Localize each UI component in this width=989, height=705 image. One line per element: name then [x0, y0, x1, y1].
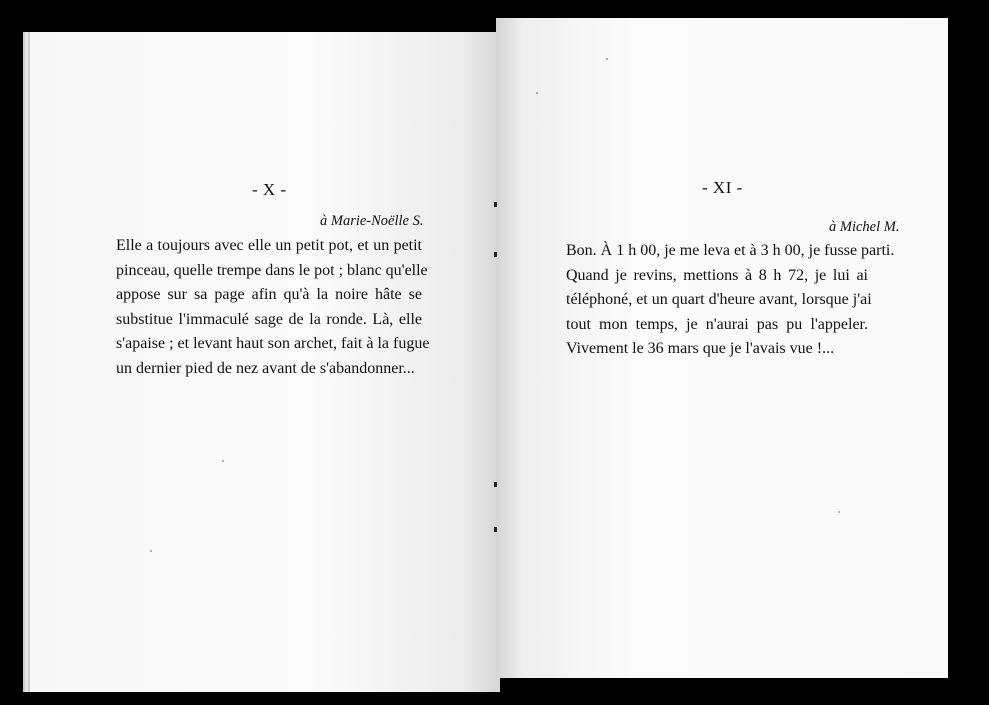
spine-staple	[494, 252, 497, 257]
dedication: à Marie-Noëlle S.	[320, 213, 424, 229]
chapter-title: - X -	[252, 180, 287, 199]
text-line: Bon. À 1 h 00, je me leva et à 3 h 00, je fusse parti.	[566, 242, 895, 259]
spine-staple	[494, 527, 497, 532]
left-page	[30, 32, 500, 692]
spine-staple	[494, 482, 497, 487]
text-line: Elle a toujours avec elle un petit pot, et un petit	[116, 237, 422, 254]
text-line: s'apaise ; et levant haut son archet, fait à la fugue	[116, 335, 430, 352]
speck	[222, 460, 224, 462]
poem-text	[566, 239, 895, 362]
text-line: un dernier pied de nez avant de s'abandonner...	[116, 359, 415, 377]
text-line: pinceau, quelle trempe dans le pot ; blanc qu'elle	[116, 261, 428, 279]
text-line: Vivement le 36 mars que je l'avais vue !...	[566, 340, 835, 357]
speck	[150, 550, 152, 552]
text-line: Quand je revins, mettions à 8 h 72, je lui ai	[566, 266, 868, 284]
speck	[838, 511, 840, 513]
chapter-title: - XI -	[702, 178, 743, 197]
poem-text	[116, 234, 430, 381]
text-line: tout mon temps, je n'aurai pas pu l'appeler.	[566, 315, 868, 333]
dedication: à Michel M.	[829, 219, 900, 235]
right-page	[496, 18, 948, 678]
text-line: substitue l'immaculé sage de la ronde. Là, elle	[116, 310, 422, 328]
spine-staple	[494, 202, 497, 207]
text-line: téléphoné, et un quart d'heure avant, lorsque j'ai	[566, 291, 872, 308]
text-line: appose sur sa page afin qu'à la noire hâte se	[116, 286, 422, 303]
speck	[606, 58, 608, 60]
speck	[536, 92, 538, 94]
